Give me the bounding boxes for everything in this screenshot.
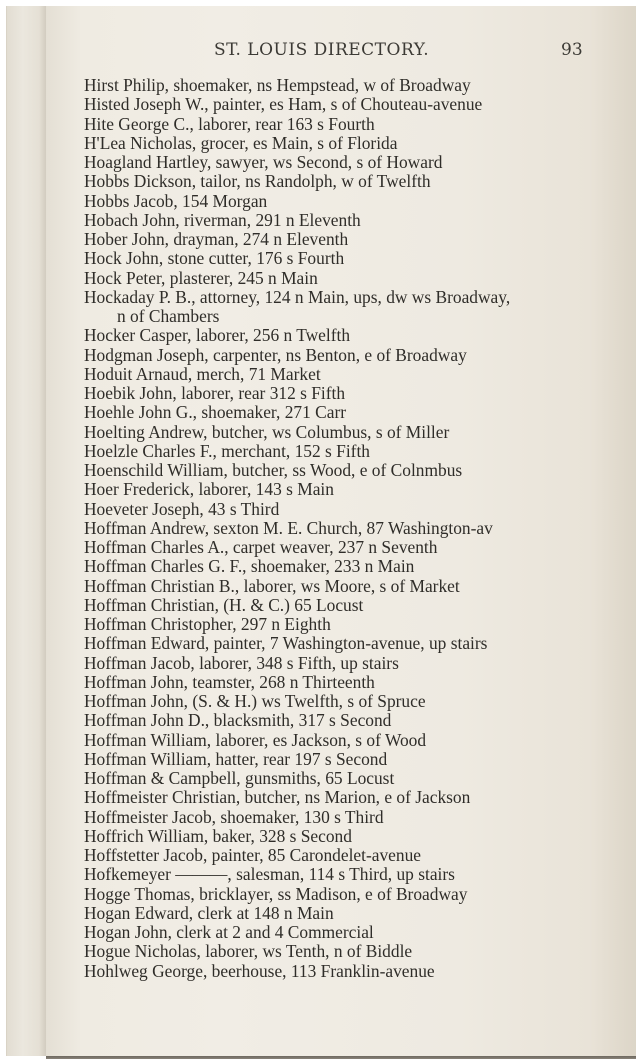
directory-entry: Hoffman Andrew, sexton M. E. Church, 87 Washington-av [84,517,493,538]
directory-entry: Hober John, drayman, 274 n Eleventh [84,229,349,249]
directory-entry: Hoffman John, (S. & H.) ws Twelfth, s of Spruce [84,691,426,711]
directory-entry: Hoer Frederick, laborer, 143 s Main [84,479,334,500]
directory-entry: H'Lea Nicholas, grocer, es Main, s of Florida [84,132,398,153]
directory-entry: Hoffman Edward, painter, 7 Washington-avenue, up stairs [84,633,488,654]
directory-entry: Hoffman & Campbell, gunsmiths, 65 Locust [84,768,395,788]
directory-entry: Hobbs Dickson, tailor, ns Randolph, w of Twelfth [84,171,431,192]
directory-entry: Hoffmeister Jacob, shoemaker, 130 s Third [84,806,384,827]
directory-entry: Hockaday P. B., attorney, 124 n Main, ups, dw ws Broadway, [84,286,511,307]
directory-entry: Histed Joseph W., painter, es Ham, s of Chouteau-avenue [84,94,483,115]
directory-entry: Hobach John, riverman, 291 n Eleventh [84,209,361,230]
directory-entry: Hodgman Joseph, carpenter, ns Benton, e of Broadway [84,344,467,365]
page-number: 93 [561,40,583,60]
directory-entry: Hock John, stone cutter, 176 s Fourth [84,248,345,269]
directory-entry: Hoffman Charles G. F., shoemaker, 233 n Main [84,556,415,577]
directory-entry: Hoebik John, laborer, rear 312 s Fifth [84,383,346,403]
directory-entry: Hocker Casper, laborer, 256 n Twelfth [84,325,351,346]
directory-entry: Hoenschild William, butcher, ss Wood, e of Colnmbus [84,460,463,480]
directory-entry: Hoelzle Charles F., merchant, 152 s Fifth [84,440,370,461]
directory-entry: Hoelting Andrew, butcher, ws Columbus, s of Miller [84,421,450,442]
directory-entry: Hoeveter Joseph, 43 s Third [84,498,280,519]
directory-entry: Hobbs Jacob, 154 Morgan [84,190,268,211]
directory-entry: Hoffman John D., blacksmith, 317 s Second [84,710,392,731]
directory-page [46,6,636,1058]
directory-entry: Hoffstetter Jacob, painter, 85 Carondelet-avenue [84,845,422,865]
directory-entry: Hoffman William, laborer, es Jackson, s of Wood [84,729,427,750]
directory-entry: Hock Peter, plasterer, 245 n Main [84,267,318,288]
directory-entry: Hoffman Christian, (H. & C.) 65 Locust [84,594,364,615]
directory-entry: Hoduit Arnaud, merch, 71 Market [84,363,321,384]
directory-entry: Hohlweg George, beerhouse, 113 Franklin-avenue [84,960,435,981]
directory-entry: Hogge Thomas, bricklayer, ss Madison, e of Broadway [84,883,468,904]
directory-entry: Hirst Philip, shoemaker, ns Hempstead, w of Broadway [84,75,471,95]
directory-entry: Hofkemeyer ———, salesman, 114 s Third, up stairs [84,864,455,885]
directory-entry: Hoffman Jacob, laborer, 348 s Fifth, up stairs [84,652,399,673]
directory-entry: Hogan John, clerk at 2 and 4 Commercial [84,922,374,942]
directory-entry: Hoffman Christian B., laborer, ws Moore, s of Market [84,575,460,596]
running-header [46,40,636,62]
directory-entry: Hoehle John G., shoemaker, 271 Carr [84,402,347,423]
directory-entry-continuation: n of Chambers [117,306,220,326]
directory-entry: Hoffrich William, baker, 328 s Second [84,825,352,846]
page-title: ST. LOUIS DIRECTORY. [214,40,430,60]
directory-entry: Hoagland Hartley, sawyer, ws Second, s of Howard [84,152,443,172]
directory-entry: Hoffman Christopher, 297 n Eighth [84,614,331,634]
directory-entry: Hoffman Charles A., carpet weaver, 237 n Seventh [84,537,438,557]
directory-entry: Hoffmeister Christian, butcher, ns Marion, e of Jackson [84,787,471,808]
facing-page-edge [6,6,47,1056]
directory-entry: Hogue Nicholas, laborer, ws Tenth, n of Biddle [84,941,413,962]
directory-entry: Hoffman John, teamster, 268 n Thirteenth [84,671,375,692]
directory-entries [84,76,624,981]
directory-entry: Hogan Edward, clerk at 148 n Main [84,902,334,923]
directory-entry: Hoffman William, hatter, rear 197 s Second [84,748,388,769]
directory-entry: Hite George C., laborer, rear 163 s Fourth [84,113,375,134]
